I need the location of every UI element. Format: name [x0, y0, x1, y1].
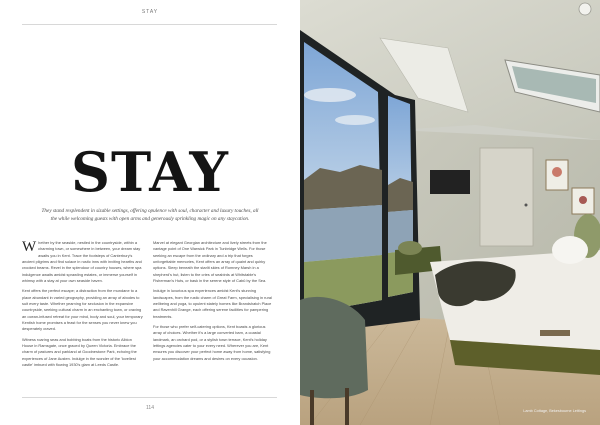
body-paragraph	[22, 240, 144, 284]
body-paragraph: Kent offers the perfect escape; a distraction from the mundane to a place abundant in varied geography, providing an array of abodes to suit every taste. Whether yearning for seclusion in the expansive countryside, seeking cultural charm in an enchanting town, or craving an ocean-infused retreat for your mind, body and soul, your temporary Kentish home promises a feast for the senses you never knew you desperately craved.	[22, 288, 143, 332]
body-paragraph-text: hether by the seaside, nestled in the countryside, within a charming town, or somewhere in between, your dream stay awaits you in Kent. Trace the footsteps of Canterbury's ancient pilgrims and find solace in rustic inns with inviting hearths and crooked beams. Revel in the splendour of country houses, where spa indulgence awaits amidst sprawling estates, or immerse yourself in whimsy with a stay at your own seaside haven.	[22, 240, 142, 283]
body-paragraph: Marvel at elegant Georgian architecture and lively streets from the vantage point of One Warwick Park in Tunbridge Wells. For those seeking an escape from the ordinary and a trip that forges unforgettable memories, Kent offers an array of quaint and quirky options. Sleep beneath the starlit skies of Romney Marsh in a shepherd's hut, listen to the cries of seabirds at Whitstable's Fisherman's Huts, or bask in the serene style of Cabū by the Sea.	[153, 240, 267, 283]
bottom-rule	[22, 397, 277, 398]
bedroom-photo	[300, 0, 600, 425]
body-column-right	[153, 240, 275, 366]
page-number: 114	[146, 405, 154, 411]
body-paragraph: Indulge in luxurious spa experiences amidst Kent's stunning landscapes, from the rustic charm of Great Farm, specialising in rural wellbeing and yoga, to opulent stately homes like Brandshatch Place and Ravenhill Grange, each offering serene facilities for pampering treatments.	[153, 288, 272, 319]
right-page	[300, 0, 600, 425]
top-rule	[22, 24, 277, 25]
body-paragraph: For those who prefer self-catering options, Kent boasts a glorious array of choices. Whether it's a large converted barn, a coastal landmark, an orchard pod, or a stylish town terrace, Kent's holiday lettings agencies cater to your every need. Wherever you are, Kent ensures you discover your perfect home away from home, satisfying your accommodation dreams and desires on every occasion.	[153, 323, 271, 361]
photo-caption: Lamb Cottage, Bekesbourne Lettings	[523, 409, 586, 413]
drop-cap: W	[22, 239, 37, 255]
body-paragraph: Witness roaring seas and bobbing boats from the historic Albion House in Ramsgate, once graced by Queen Victoria. Embrace the charm of pastures and parkland at Goodnestone Park, echoing the experiences of Jane Austen. Indulge in the wonder of the 'loveliest castle' imbued with flowing 1930's glam at Leeds Castle.	[22, 336, 137, 367]
running-head: STAY	[141, 9, 159, 15]
page-title: STAY	[71, 140, 229, 204]
body-column-left	[22, 240, 144, 372]
standfirst: They stand resplendent in sizable settings, offering opulence with soul, character and luxury touches, all the while welcoming guests with open arms and generously sprinkling magic on any staycation.	[41, 208, 259, 222]
